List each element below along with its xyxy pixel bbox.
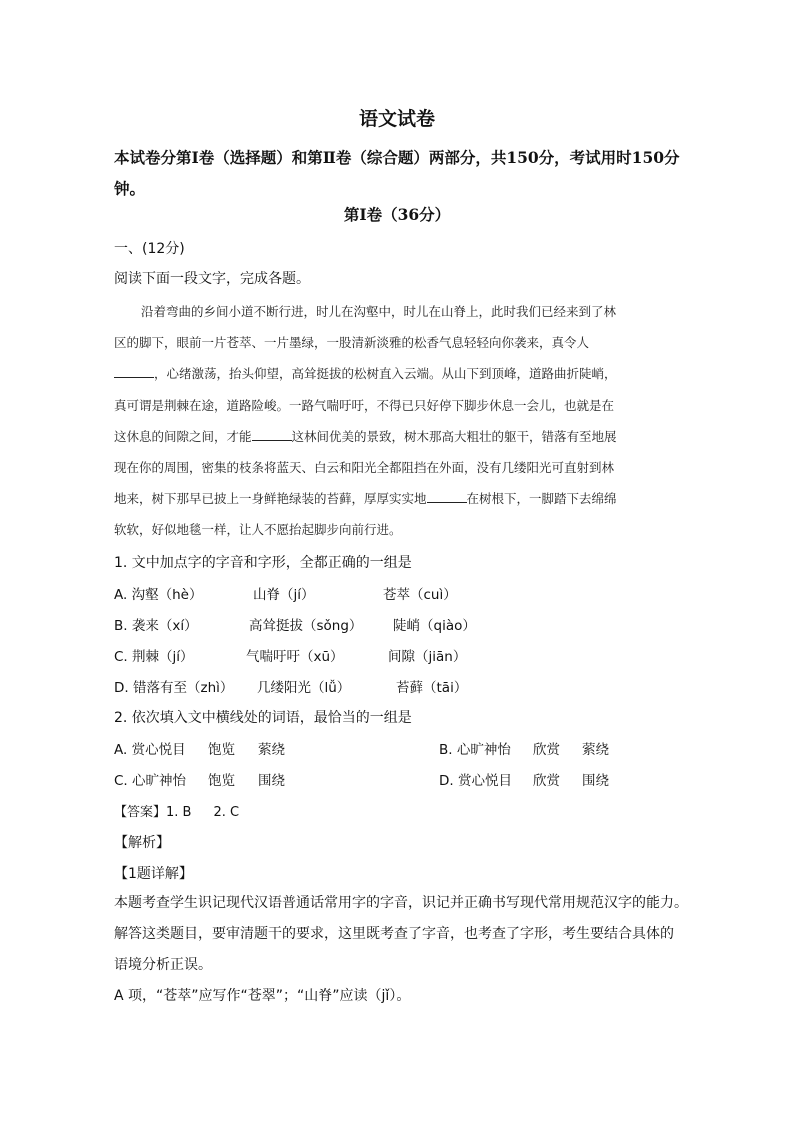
- page-title: 语文试卷: [358, 108, 435, 130]
- q2-option-c-3: 围绕: [258, 773, 285, 789]
- q2-option-a-2: 饱览: [208, 742, 235, 758]
- passage-line: ，心绪激荡，抬头仰望，高耸挺拔的松树直入云端。从山下到顶峰，道路曲折陡峭，: [114, 358, 694, 389]
- q2-option-c-2: 饱览: [208, 773, 235, 789]
- section-title: 第Ⅰ卷（36分）: [343, 205, 451, 224]
- analysis-label: 【解析】: [114, 835, 170, 851]
- explanation-line: 语境分析正误。: [114, 957, 212, 973]
- part-heading: 一、(12分): [114, 241, 185, 257]
- fill-blank-2: [252, 428, 292, 441]
- answer-2: 2. C: [213, 805, 240, 820]
- q2-option-b-2: 欣赏: [533, 742, 560, 758]
- explanation-line: 本题考查学生识记现代汉语普通话常用字的字音，识记并正确书写现代常用规范汉字的能力。: [114, 895, 688, 911]
- question-1-stem: 1. 文中加点字的字音和字形，全都正确的一组是: [114, 555, 412, 571]
- question-2-stem: 2. 依次填入文中横线处的词语，最恰当的一组是: [114, 710, 412, 726]
- fill-blank-1: [114, 365, 154, 378]
- fill-blank-3: [427, 490, 467, 503]
- q2-option-b-3: 萦绕: [582, 742, 609, 758]
- exam-intro: 本试卷分第Ⅰ卷（选择题）和第Ⅱ卷（综合题）两部分，共150分，考试用时150分钟。: [114, 148, 680, 198]
- passage-line: 沿着弯曲的乡间小道不断行进，时儿在沟壑中，时儿在山脊上，此时我们已经来到了林: [141, 304, 617, 319]
- q1-option-b-3: 陡峭（qiào）: [393, 618, 476, 634]
- answer-line: [114, 801, 239, 820]
- detail-1-label: 【1题详解】: [114, 866, 193, 882]
- reading-passage: [114, 296, 694, 546]
- q1-option-c-1: C. 荆棘（jí）: [114, 649, 194, 665]
- q2-option-d-1: D. 赏心悦目: [439, 773, 512, 789]
- passage-line: 区的脚下，眼前一片苍萃、一片墨绿，一股清新淡雅的松香气息轻轻向你袭来，真令人: [114, 335, 590, 351]
- passage-line: 现在你的周围，密集的枝条将蓝天、白云和阳光全都阻挡在外面，没有几缕阳光可直射到林: [114, 460, 615, 476]
- answer-label: 【答案】: [114, 805, 167, 820]
- q1-option-d-1: D. 错落有至（zhì）: [114, 680, 234, 696]
- q2-option-b-1: B. 心旷神怡: [439, 742, 511, 758]
- passage-line: 地来，树下那早已披上一身鲜艳绿装的苔藓，厚厚实实地 在树根下，一脚踏下去绵绵: [114, 491, 617, 507]
- q1-option-d-2: 几缕阳光（lǚ）: [257, 680, 351, 696]
- answer-1: 1. B: [166, 805, 192, 820]
- q2-option-d-2: 欣赏: [533, 773, 560, 789]
- q1-option-a-1: A. 沟壑（hè）: [114, 587, 203, 603]
- explanation: [114, 888, 694, 1012]
- reading-instruction: 阅读下面一段文字，完成各题。: [114, 271, 310, 287]
- q1-option-b-2: 高耸挺拔（sǒng）: [249, 618, 363, 634]
- passage-line: 软软，好似地毯一样，让人不愿抬起脚步向前行进。: [114, 522, 402, 538]
- q1-option-c-2: 气喘吁吁（xū）: [246, 649, 344, 665]
- q2-option-a-1: A. 赏心悦目: [114, 742, 186, 758]
- q1-option-a-3: 苍萃（cuì）: [383, 587, 457, 603]
- q1-option-a-2: 山脊（jí）: [253, 587, 315, 603]
- passage-line: 这休息的间隙之间，才能 这林间优美的景致，树木那高大粗壮的躯干，错落有至地展: [114, 428, 617, 444]
- q1-option-b-1: B. 袭来（xí）: [114, 618, 198, 634]
- explanation-line: A 项，“苍萃”应写作“苍翠”；“山脊”应读（jǐ）。: [114, 988, 411, 1004]
- q2-option-c-1: C. 心旷神怡: [114, 773, 187, 789]
- explanation-line: 解答这类题目，要审清题干的要求，这里既考查了字音，也考查了字形，考生要结合具体的: [114, 926, 674, 942]
- q1-option-d-3: 苔藓（tāi）: [396, 680, 468, 696]
- passage-line: 真可谓是荆棘在途，道路险峻。一路气喘吁吁，不得已只好停下脚步休息一会儿，也就是在: [114, 397, 615, 413]
- q2-option-d-3: 围绕: [582, 773, 609, 789]
- q2-option-a-3: 萦绕: [258, 742, 285, 758]
- q1-option-c-3: 间隙（jiān）: [388, 649, 467, 665]
